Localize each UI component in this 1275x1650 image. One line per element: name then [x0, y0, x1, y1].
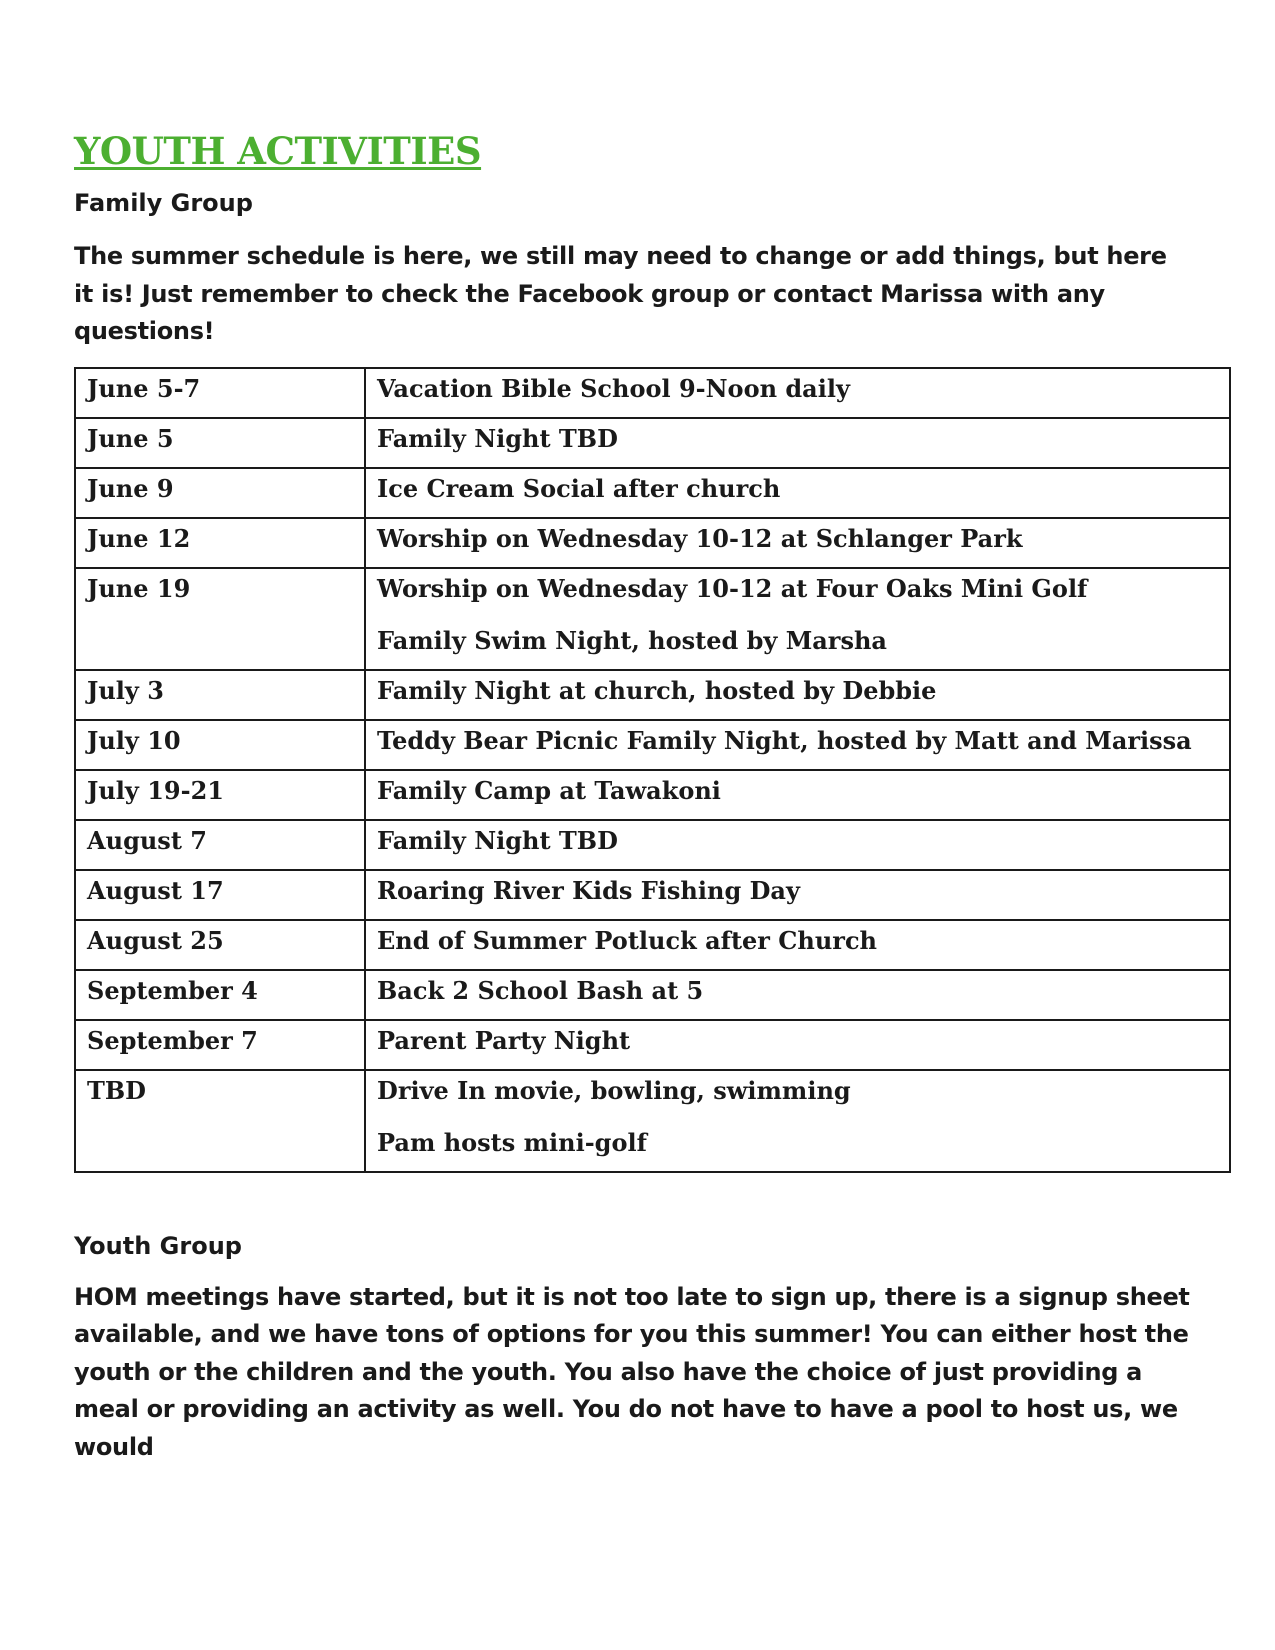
schedule-date-cell: June 5	[75, 418, 365, 468]
schedule-date-cell: September 7	[75, 1020, 365, 1070]
schedule-date-cell: August 17	[75, 870, 365, 920]
schedule-event-cell	[365, 920, 1230, 970]
schedule-event-cell	[365, 368, 1230, 418]
schedule-row	[75, 518, 1230, 568]
schedule-event-text: Family Camp at Tawakoni	[377, 775, 721, 805]
schedule-event-text: Worship on Wednesday 10-12 at Schlanger Park	[377, 523, 1023, 553]
schedule-event-text: Roaring River Kids Fishing Day	[377, 875, 800, 905]
schedule-row	[75, 670, 1230, 720]
schedule-event-text: Parent Party Night	[377, 1025, 631, 1055]
schedule-event-cell	[365, 870, 1230, 920]
schedule-row	[75, 870, 1230, 920]
schedule-event-cell	[365, 1020, 1230, 1070]
page-title: YOUTH ACTIVITIES	[74, 129, 482, 173]
schedule-date-cell: June 5-7	[75, 368, 365, 418]
schedule-date-cell: August 25	[75, 920, 365, 970]
schedule-event-cell	[365, 568, 1230, 670]
schedule-event-cell	[365, 670, 1230, 720]
schedule-event-text: Drive In movie, bowling, swimming	[377, 1075, 851, 1105]
schedule-event-cell	[365, 970, 1230, 1020]
schedule-event-cell	[365, 518, 1230, 568]
schedule-row	[75, 368, 1230, 418]
schedule-date-cell: July 10	[75, 720, 365, 770]
schedule-event-text: Family Night TBD	[377, 423, 618, 453]
schedule-event-text: Back 2 School Bash at 5	[377, 975, 704, 1005]
schedule-date-cell: August 7	[75, 820, 365, 870]
schedule-date-cell: TBD	[75, 1070, 365, 1172]
schedule-row	[75, 568, 1230, 670]
schedule-event-cell	[365, 820, 1230, 870]
schedule-date-cell: July 19-21	[75, 770, 365, 820]
schedule-row	[75, 1020, 1230, 1070]
schedule-date-cell: June 9	[75, 468, 365, 518]
schedule-event-cell	[365, 770, 1230, 820]
family-group-intro: The summer schedule is here, we still may need to change or add things, but here it is! Just remember to check the Facebook group or contact Marissa with any questions!	[74, 242, 1167, 345]
schedule-event-text: End of Summer Potluck after Church	[377, 925, 878, 955]
schedule-event-cell	[365, 468, 1230, 518]
schedule-row	[75, 1070, 1230, 1172]
schedule-event-cell	[365, 720, 1230, 770]
schedule-row	[75, 920, 1230, 970]
newsletter-page	[74, 128, 1230, 1466]
schedule-event-text: Family Swim Night, hosted by Marsha	[377, 625, 887, 655]
schedule-row	[75, 468, 1230, 518]
schedule-event-text: Pam hosts mini-golf	[377, 1127, 647, 1157]
schedule-date-cell: June 12	[75, 518, 365, 568]
schedule-event-cell	[365, 1070, 1230, 1172]
schedule-event-text: Family Night at church, hosted by Debbie	[377, 675, 937, 705]
schedule-row	[75, 720, 1230, 770]
schedule-table-body	[75, 368, 1230, 1172]
schedule-date-cell: July 3	[75, 670, 365, 720]
schedule-row	[75, 770, 1230, 820]
family-group-heading: Family Group	[74, 189, 253, 217]
schedule-event-text: Teddy Bear Picnic Family Night, hosted by Matt and Marissa	[377, 725, 1192, 755]
schedule-event-text: Ice Cream Social after church	[377, 473, 781, 503]
schedule-event-text: Vacation Bible School 9-Noon daily	[377, 373, 850, 403]
schedule-event-text: Family Night TBD	[377, 825, 618, 855]
schedule-row	[75, 970, 1230, 1020]
youth-group-paragraph: HOM meetings have started, but it is not too late to sign up, there is a signup sheet available, and we have tons of options for you this summer! You can either host the youth or the children and the youth. You also have the choice of just providing a meal or providing an activity as well. You do not have to have a pool to host us, we would	[74, 1282, 1190, 1461]
schedule-table	[74, 367, 1231, 1173]
schedule-date-cell: June 19	[75, 568, 365, 670]
youth-group-heading: Youth Group	[74, 1231, 242, 1260]
schedule-row	[75, 418, 1230, 468]
schedule-event-cell	[365, 418, 1230, 468]
schedule-event-text: Worship on Wednesday 10-12 at Four Oaks Mini Golf	[377, 573, 1088, 603]
schedule-date-cell: September 4	[75, 970, 365, 1020]
schedule-row	[75, 820, 1230, 870]
